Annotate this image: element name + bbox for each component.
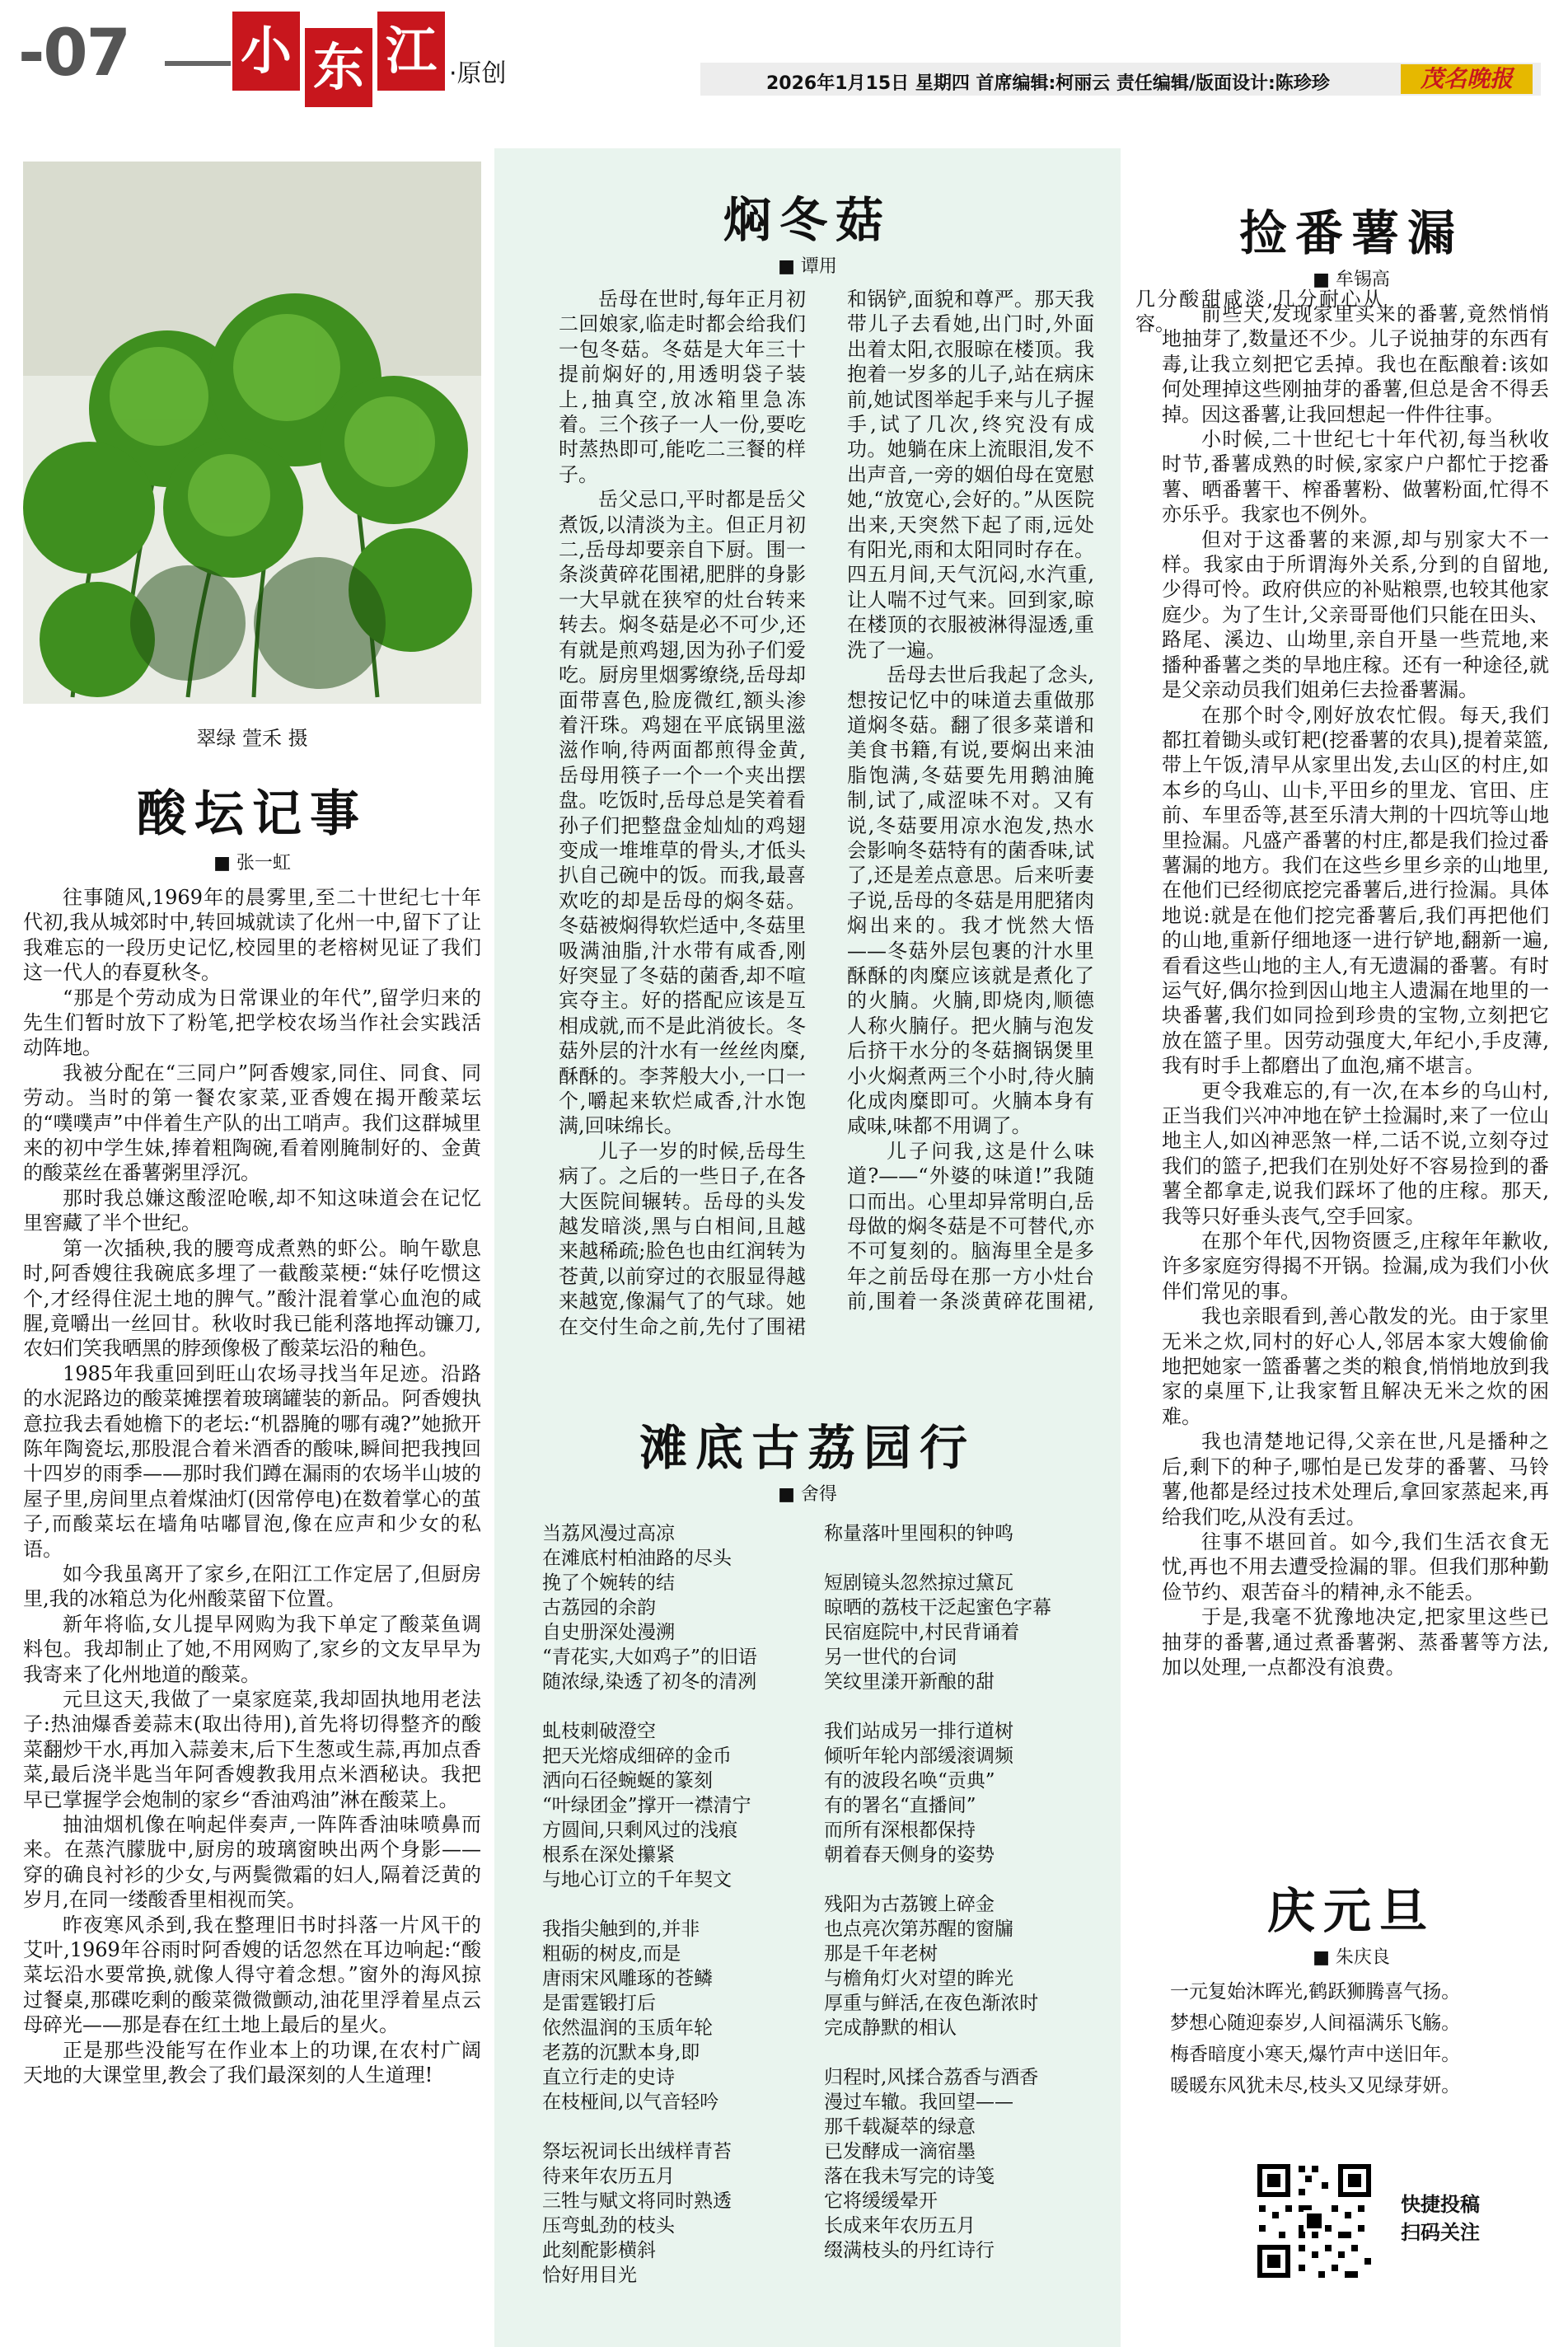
poem-line: 一元复始沐晖光,鹤跃狮腾喜气扬。 [1170, 1981, 1461, 2003]
poem-stanza: 归程时,风揉合荔香与酒香 漫过车辙。我回望—— 那千载凝萃的绿意 已发酵成一滴宿墨 落在我未写完的诗笺 它将缓缓晕开 长成来年农历五月 缀满枝头的丹红诗行 [824, 2067, 1039, 2261]
article2-paragraph: 岳母在世时,每年正月初二回娘家,临走时都会给我们一包冬菇。冬菇是大年三十提前焖好的,用透明袋子装上,抽真空,放冰箱里急冻着。三个孩子一人一份,要吃时蒸热即可,能吃二三餐的样子。 [559, 288, 806, 486]
article5-poem [1170, 1976, 1549, 2101]
article2-paragraph: 岳母去世后我起了念头,想按记忆中的味道去重做那道焖冬菇。翻了很多菜谱和美食书籍,有说,要焖出来油脂饱满,冬菇要先用鹅油腌制,试了,咸涩味不对。又有说,冬菇要用凉水泡发,热水会影响冬菇特有的菌香味,试了,还是差点意思。后来听妻子说,岳母的冬菇是用肥猪肉焖出来的。我才恍然大悟——冬菇外层包裹的汁水里酥酥的肉糜应该就是煮化了的火腩。火腩,即烧肉,顺德人称火腩仔。把火腩与泡发后挤干水分的冬菇搁锅煲里小火焖煮两三个小时,待火腩化成肉糜即可。火腩本身有咸味,味都不用调了。 [847, 663, 1094, 1138]
poem-stanza: 称量落叶里囤积的钟鸣 [824, 1523, 1013, 1544]
article4-paragraph: 在那个年代,因物资匮乏,庄稼年年歉收,许多家庭穷得揭不开锅。捡漏,成为我们小伙伴们常见的事。 [1162, 1230, 1549, 1303]
article2-paragraph: 岳父忌口,平时都是岳父煮饭,以清淡为主。但正月初二,岳母却要亲自下厨。围一条淡黄碎花围裙,肥胖的身影一大早就在狭窄的灶台转来转去。焖冬菇是必不可少,还有就是煎鸡翅,因为孙子们爱吃。厨房里烟雾缭绕,岳母却面带喜色,脸庞微红,额头渗着汗珠。鸡翅在平底锅里滋滋作响,待两面都煎得金黄,岳母用筷子一个一个夹出摆盘。吃饭时,岳母总是笑着看孙子们把整盘金灿灿的鸡翅变成一堆堆草的骨头,才低头扒自己碗中的饭。而我,最喜欢吃的却是岳母的焖冬菇。冬菇被焖得软烂适中,冬菇里吸满油脂,汁水带有咸香,刚好突显了冬菇的菌香,却不喧宾夺主。好的搭配应该是互相成就,而不是此消彼长。冬菇外层的汁水有一丝丝肉糜,酥酥的。李荠般大小,一口一个,嚼起来软烂咸香,汁水饱满,回味绵长。 [559, 488, 806, 1138]
qr-caption [1401, 2190, 1480, 2246]
poem-stanza: 祭坛祝词长出绒样青苔 待来年农历五月 三牲与赋文将同时熟透 压弯虬劲的枝头 此刻酡影横斜 恰好用目光 [542, 2141, 732, 2286]
poem-stanza: 我指尖触到的,并非 粗砺的树皮,而是 唐雨宋风雕琢的苍鳞 是雷霆锻打后 依然温润的玉质年轮 老荔的沉默本身,即 直立行走的史诗 在枝桠间,以气音轻吟 [542, 1918, 719, 2113]
article3-poem-col1 [542, 1521, 814, 2312]
article5-title: 庆元旦 [1266, 1883, 1435, 1939]
article5-author: ■ 朱庆良 [1313, 1947, 1390, 1968]
article1-paragraph: “那是个劳动成为日常课业的年代”,留学归来的先生们暂时放下了粉笔,把学校农场当作社会实践活动阵地。 [23, 986, 481, 1060]
article1-paragraph: 昨夜寒风杀到,我在整理旧书时抖落一片风干的艾叶,1969年谷雨时阿香嫂的话忽然在耳边响起:“酸菜坛沿水要常换,就像人得守着念想。”窗外的海风掠过餐桌,那碟吃剩的酸菜微微颤动,油花里浮着星点云母碎光——那是春在红土地上最后的星火。 [23, 1913, 481, 2037]
article4-paragraph: 但对于这番薯的来源,却与别家大不一样。我家由于所谓海外关系,分到的自留地,少得可怜。政府供应的补贴粮票,也较其他家庭少。为了生计,父亲哥哥他们只能在田头、路尾、溪边、山坳里,亲自开垦一些荒地,来播种番薯之类的旱地庄稼。还有一种途径,就是父亲动员我们姐弟仨去捡番薯漏。 [1162, 527, 1549, 702]
article4-paragraph: 往事不堪回首。如今,我们生活衣食无忧,再也不用去遭受捡漏的罪。但我们那种勤俭节约、艰苦奋斗的精神,永不能丢。 [1162, 1530, 1549, 1604]
article1-paragraph: 抽油烟机像在响起伴奏声,一阵阵香油味喷鼻而来。在蒸汽朦胧中,厨房的玻璃窗映出两个身影——穿的确良衬衫的少女,与两鬓微霜的妇人,隔着泛黄的岁月,在同一缕酸香里相视而笑。 [23, 1813, 481, 1912]
article1-paragraph: 正是那些没能写在作业本上的功课,在农村广阔天地的大课堂里,教会了我们最深刻的人生道理! [23, 2038, 481, 2087]
article1-author: ■ 张一虹 [213, 853, 291, 874]
article1-paragraph: 新年将临,女儿提早网购为我下单定了酸菜鱼调料包。我却制止了她,不用网购了,家乡的文友早早为我寄来了化州地道的酸菜。 [23, 1612, 481, 1686]
article2-paragraph: 儿子一岁的时候,岳母生病了。之后的一些日子,在各大医院间辗转。岳母的头发越发暗淡,黑与白相间,且越来越稀疏;脸色也由红润转为苍黄,以前穿过的衣服显得越来越宽,像漏气了的气球。她在交付生命之前,先付了围裙和锅铲,面貌和尊严。那天我带儿子去看她,出门时,外面出着太阳,衣服晾在楼顶。我抱着一岁多的儿子,站在病床前,她试图举起手来与儿子握手,试了几次,终究没有成功。她躺在床上流眼泪,发不出声音,一旁的姻伯母在宽慰她,“放宽心,会好的。”从医院出来,天突然下起了雨,远处有阳光,雨和太阳同时存在。四五月间,天气沉闷,水汽重,让人喘不过气来。回到家,晾在楼顶的衣服被淋得湿透,重洗了一遍。 [559, 288, 1094, 1338]
section-char-2: 东 [305, 28, 372, 107]
poem-line: 梅香暗度小寒天,爆竹声中送旧年。 [1170, 2044, 1461, 2065]
article4-paragraph: 前些天,发现家里买来的番薯,竟然悄悄地抽芽了,数量还不少。儿子说抽芽的东西有毒,让我立刻把它丢掉。我也在酝酿着:该如何处理掉这些刚抽芽的番薯,但总是舍不得丢掉。因这番薯,让我回想起一件件往事。 [1162, 302, 1549, 426]
section-char-3: 江 [377, 12, 445, 91]
plant-photo [23, 162, 481, 704]
article1-paragraph: 往事随风,1969年的晨雾里,至二十世纪七十年代初,我从城郊时中,转回城就读了化州一中,留下了让我难忘的一段历史记忆,校园里的老榕树见证了我们这一代人的春夏秋冬。 [23, 886, 481, 985]
article2-paragraph: 儿子问我,这是什么味道?——“外婆的味道!”我随口而出。心里却异常明白,岳母做的焖冬菇是不可替代,亦不可复刻的。脑海里全是多年之前岳母在那一方小灶台前,围着一条淡黄碎花围裙,几分酸甜咸淡,几分耐心从容。 [847, 288, 1383, 1314]
header-info-text: 2026年1月15日 星期四 首席编辑:柯丽云 责任编辑/版面设计:陈珍珍 [766, 73, 1330, 94]
qr-caption-line: 扫码关注 [1401, 2221, 1480, 2244]
qr-code-icon[interactable] [1252, 2159, 1376, 2283]
article4-paragraph: 我也亲眼看到,善心散发的光。由于家里无米之炊,同村的好心人,邻居本家大嫂偷偷地把她家一篮番薯之类的粮食,悄悄地放到我家的桌厘下,让我家暂且解决无米之炊的困难。 [1162, 1305, 1549, 1428]
article1-paragraph: 第一次插秧,我的腰弯成煮熟的虾公。晌午歇息时,阿香嫂往我碗底多埋了一截酸菜梗:“妹仔吃惯这个,才经得住泥土地的脾气。”酸汁混着掌心血泡的咸腥,竟嚼出一丝回甘。秋收时我已能利落地挥动镰刀,农妇们笑我晒黑的脖颈像极了酸菜坛沿的釉色。 [23, 1236, 481, 1361]
article3-author: ■ 舍得 [778, 1484, 837, 1505]
article1-paragraph: 如今我虽离开了家乡,在阳江工作定居了,但厨房里,我的冰箱总为化州酸菜留下位置。 [23, 1562, 481, 1611]
poem-stanza: 短剧镜头忽然掠过黛瓦 晾晒的荔枝干泛起蜜色字幕 民宿庭院中,村民背诵着 另一世代的台词 笑纹里漾开新酿的甜 [824, 1572, 1051, 1693]
article1-paragraph: 元旦这天,我做了一桌家庭菜,我却固执地用老法子:热油爆香姜蒜末(取出待用),首先将切得整齐的酸菜翻炒干水,再加入蒜姜末,后下生葱或生蒜,再加点香菜,最后浇半匙当年阿香嫂教我用点米酒秘诀。我把早已掌握学会炮制的家乡“香油鸡油”淋在酸菜上。 [23, 1688, 481, 1811]
poem-stanza: 虬枝刺破澄空 把天光熔成细碎的金币 洒向石径蜿蜒的篆刻 “叶绿团金”撑开一襟清宁 方圆间,只剩风过的浅痕 根系在深处攥紧 与地心订立的千年契文 [542, 1721, 751, 1890]
article1-paragraph: 我被分配在“三同户”阿香嫂家,同住、同食、同劳动。当时的第一餐农家菜,亚香嫂在揭开酸菜坛的“噗噗声”中伴着生产队的出工哨声。我们这群城里来的初中学生妹,捧着粗陶碗,看着刚腌制好的、金黄的酸菜丝在番薯粥里浮沉。 [23, 1061, 481, 1185]
article4-paragraph: 在那个时令,刚好放农忙假。每天,我们都扛着锄头或钉耙(挖番薯的农具),提着菜篮,带上午饭,清早从家里出发,去山区的村庄,如本乡的乌山、山卡,平田乡的里龙、官田、庄前、车里岙等,甚至乐清大荆的十四坑等山地里捡漏。凡盛产番薯的村庄,都是我们捡过番薯漏的地方。我们在这些乡里乡亲的山地里,在他们已经彻底挖完番薯后,进行捡漏。具体地说:就是在他们挖完番薯后,我们再把他们的山地,重新仔细地逐一进行铲地,翻新一遍,看看这些山地的主人,有无遗漏的番薯。有时运气好,偶尔捡到因山地主人遗漏在地里的一块番薯,我们如同捡到珍贵的宝物,立刻把它放在篮子里。因劳动强度大,年纪小,手皮薄,我有时手上都磨出了血泡,痛不堪言。 [1162, 703, 1549, 1078]
poem-stanza: 当荔风漫过高凉 在滩底村柏油路的尽头 挽了个婉转的结 古荔园的余韵 自史册深处漫溯 “青花实,大如鸡子”的旧语 随浓绿,染透了初冬的清冽 [542, 1523, 757, 1693]
article4-paragraph: 我也清楚地记得,父亲在世,凡是播种之后,剩下的种子,哪怕是已发芽的番薯、马铃薯,他都是经过技术处理后,拿回家蒸起来,再给我们吃,从没有丢过。 [1162, 1430, 1549, 1529]
pennywort-leaves-illustration [23, 162, 481, 704]
article4-title: 捡番薯漏 [1238, 205, 1463, 261]
article2-title: 焖冬菇 [723, 192, 892, 248]
article4-author: ■ 牟锡高 [1313, 269, 1390, 290]
section-char-1: 小 [232, 12, 300, 91]
article3-poem-col2 [824, 1521, 1104, 2312]
photo-caption: 翠绿 萱禾 摄 [196, 727, 308, 750]
article3-title: 滩底古荔园行 [639, 1420, 976, 1476]
section-tag: ·原创 [449, 59, 507, 88]
page-number: -07 [18, 16, 129, 91]
poem-line: 梦想心随迎泰岁,人间福满乐飞觞。 [1170, 2012, 1461, 2034]
article4-paragraph: 于是,我毫不犹豫地决定,把家里这些已抽芽的番薯,通过煮番薯粥、蒸番薯等方法,加以处理,一点都没有浪费。 [1162, 1605, 1549, 1679]
article4-paragraph: 小时候,二十世纪七十年代初,每当秋收时节,番薯成熟的时候,家家户户都忙于挖番薯、晒番薯干、榨番薯粉、做薯粉面,忙得不亦乐乎。我家也不例外。 [1162, 428, 1549, 527]
article4-body [1162, 302, 1549, 1834]
article1-title: 酸坛记事 [137, 785, 367, 843]
article1-paragraph: 那时我总嫌这酸涩呛喉,却不知这味道会在记忆里窖藏了半个世纪。 [23, 1186, 481, 1235]
masthead-rule [165, 61, 231, 66]
poem-stanza: 残阳为古荔镀上碎金 也点亮次第苏醒的窗牖 那是千年老树 与檐角灯火对望的眸光 厚重与鲜活,在夜色渐浓时 完成静默的相认 [824, 1894, 1039, 2039]
article2-author: ■ 谭用 [778, 256, 837, 277]
poem-line: 暖暖东风犹未尽,枝头又见绿芽妍。 [1170, 2075, 1461, 2096]
poem-stanza: 我们站成另一排行道树 倾听年轮内部缓滚调频 有的波段名唤“贡典” 有的署名“直播间” 而所有深根都保持 朝着春天侧身的姿势 [824, 1721, 1013, 1866]
article1-body [23, 885, 481, 2335]
qr-caption-line: 快捷投稿 [1401, 2193, 1480, 2216]
article1-paragraph: 1985年我重回到旺山农场寻找当年足迹。沿路的水泥路边的酸菜摊摆着玻璃罐装的新品。阿香嫂执意拉我去看她檐下的老坛:“机器腌的哪有魂?”她掀开陈年陶瓷坛,那股混合着米酒香的酸味,瞬间把我拽回十四岁的雨季——那时我们蹲在漏雨的农场半山坡的屋子里,房间里点着煤油灯(因常停电)在数着掌心的茧子,而酸菜坛在墙角咕嘟冒泡,像在应声和少女的私语。 [23, 1361, 481, 1561]
article4-paragraph: 更令我难忘的,有一次,在本乡的乌山村,正当我们兴冲冲地在铲土捡漏时,来了一位山地主人,如凶神恶煞一样,二话不说,立刻夺过我们的篮子,把我们在别处好不容易捡到的番薯全都拿走,说我们踩坏了他的庄稼。那天,我等只好垂头丧气,空手回家。 [1162, 1079, 1549, 1228]
newspaper-logo: 茂名晚报 [1401, 64, 1533, 94]
